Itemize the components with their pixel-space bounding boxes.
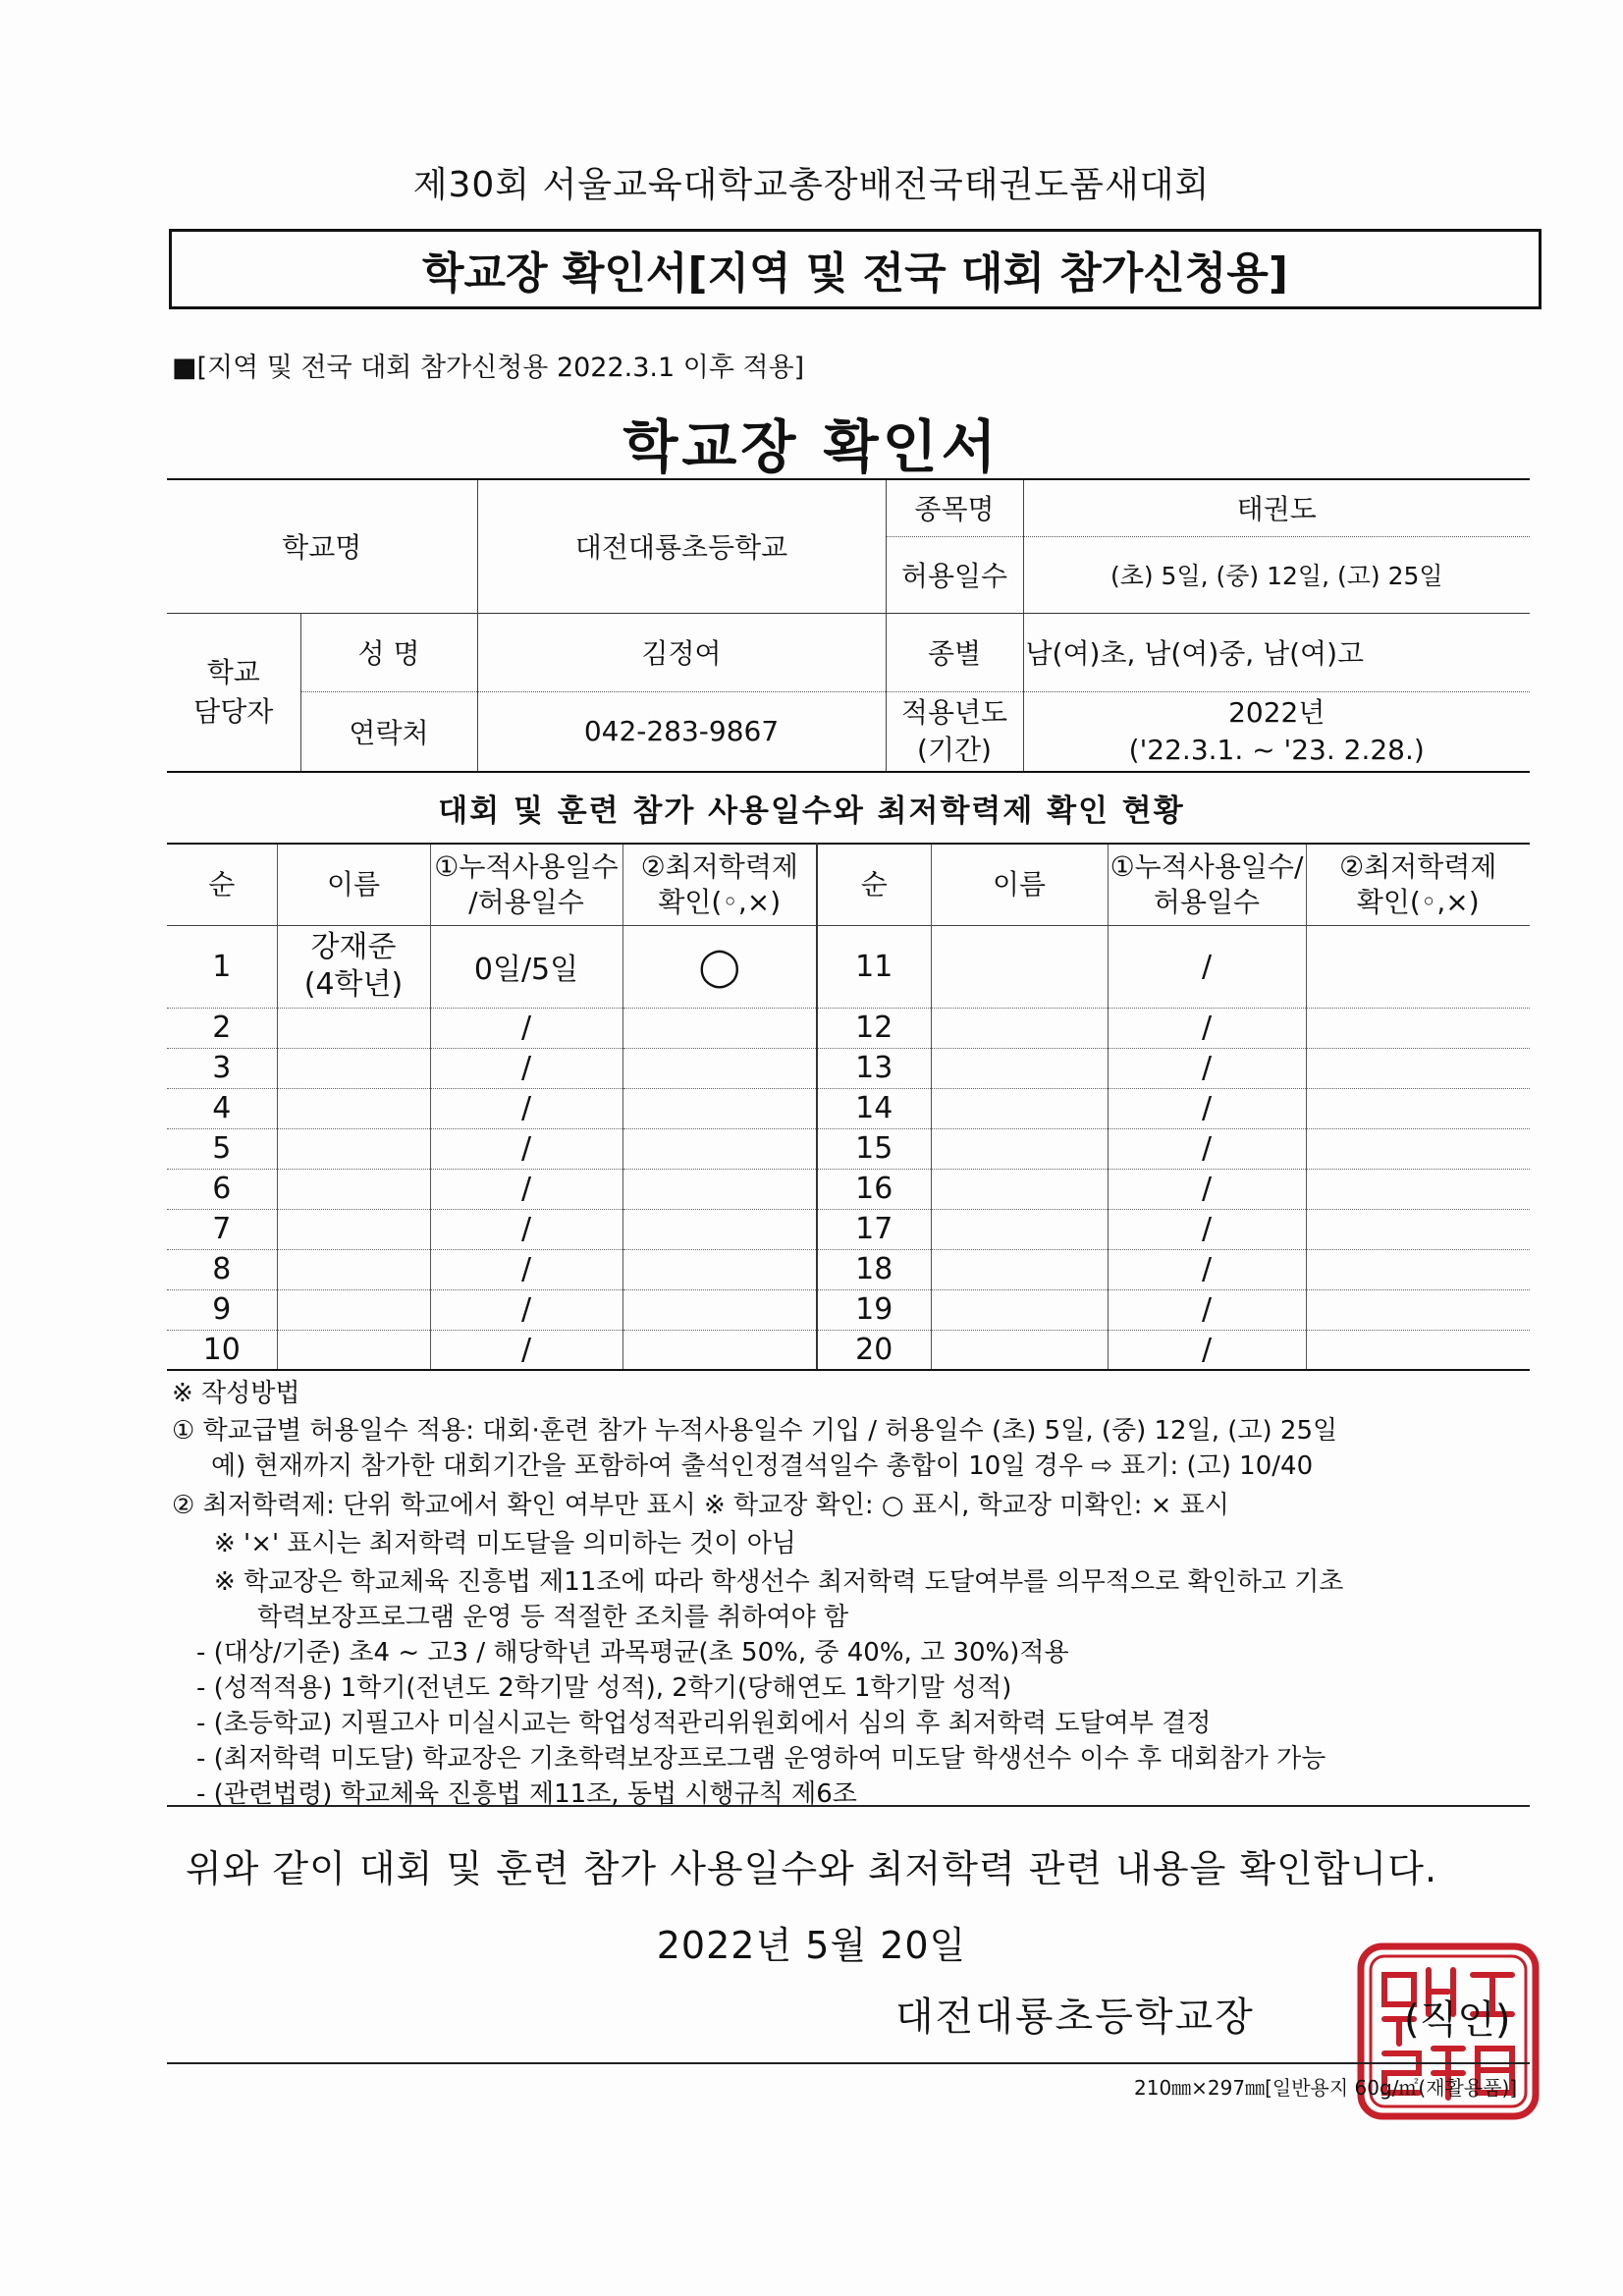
instruction-item: - (성적적용) 1학기(전년도 2학기말 성적), 2학기(당해연도 1학기말 성적): [196, 1673, 1012, 1703]
contact-label: 연락처: [300, 691, 477, 772]
table-row: [167, 1330, 1530, 1370]
row-min-right: [1306, 1048, 1530, 1088]
row-no-right: 20: [817, 1330, 931, 1370]
apply-year-value: [1023, 691, 1530, 772]
row-days-right: /: [1108, 1088, 1306, 1128]
row-min-check: [622, 1128, 817, 1169]
row-no: 7: [167, 1209, 277, 1249]
row-no: 1: [167, 925, 277, 1008]
row-min-check: [622, 1330, 817, 1370]
event-title: 제30회 서울교육대학교총장배전국태권도품새대회: [412, 165, 1211, 205]
school-name-value: 대전대룡초등학교: [477, 479, 886, 613]
category-value: 남(여)초, 남(여)중, 남(여)고: [1023, 613, 1530, 691]
row-no-right: 16: [817, 1169, 931, 1209]
row-name-right: [931, 1048, 1108, 1088]
row-name: [277, 1008, 430, 1048]
row-name-right: [931, 925, 1108, 1008]
row-min-check: ◯: [622, 925, 817, 1008]
row-days: 0일/5일: [430, 925, 622, 1008]
row-no: 10: [167, 1330, 277, 1370]
student-name: 강재준: [310, 930, 397, 964]
row-name: [277, 925, 430, 1008]
row-min-check: [622, 1209, 817, 1249]
instruction-item: - (최저학력 미도달) 학교장은 기초학력보장프로그램 운영하여 미도달 학생선수 이수 후 대회참가 가능: [196, 1744, 1326, 1774]
header-name-left: 이름: [277, 844, 430, 925]
table-row: [167, 1209, 1530, 1249]
row-name: [277, 1249, 430, 1289]
row-days-right: /: [1108, 1048, 1306, 1088]
row-no: 2: [167, 1008, 277, 1048]
row-name: [277, 1128, 430, 1169]
row-days-right: /: [1108, 1169, 1306, 1209]
row-min-right: [1306, 1289, 1530, 1330]
sport-value: 태권도: [1023, 479, 1530, 536]
row-days: /: [430, 1169, 622, 1209]
apply-period: ('22.3.1. ~ '23. 2.28.): [1128, 733, 1425, 766]
divider: [167, 2062, 1530, 2064]
header-min-left: [622, 844, 817, 925]
row-name-right: [931, 1330, 1108, 1370]
row-no: 8: [167, 1249, 277, 1289]
row-name-right: [931, 1088, 1108, 1128]
row-days: /: [430, 1249, 622, 1289]
instruction-item: ② 최저학력제: 단위 학교에서 확인 여부만 표시 ※ 학교장 확인: ○ 표시, 학교장 미확인: × 표시: [172, 1491, 1229, 1520]
row-min-check: [622, 1249, 817, 1289]
manager-label-line2: 담당자: [193, 694, 274, 728]
row-min-right: [1306, 1209, 1530, 1249]
row-min-right: [1306, 925, 1530, 1008]
row-days: /: [430, 1008, 622, 1048]
header-min-right-line1: ②최저학력제: [1339, 849, 1497, 883]
row-days: /: [430, 1289, 622, 1330]
table-row: [167, 1008, 1530, 1048]
instruction-item: 예) 현재까지 참가한 대회기간을 포함하여 출석인정결석일수 총합이 10일 경우 ⇨ 표기: (고) 10/40: [211, 1451, 1314, 1481]
student-grade: (4학년): [303, 967, 404, 1002]
header-days-right: [1108, 844, 1306, 925]
document-date: 2022년 5월 20일: [656, 1924, 967, 1967]
row-min-right: [1306, 1128, 1530, 1169]
row-no-right: 13: [817, 1048, 931, 1088]
row-days-right: /: [1108, 1008, 1306, 1048]
row-days: /: [430, 1088, 622, 1128]
apply-year: 2022년: [1228, 695, 1325, 729]
row-days-right: /: [1108, 1289, 1306, 1330]
row-name-right: [931, 1249, 1108, 1289]
row-min-check: [622, 1289, 817, 1330]
row-name: [277, 1088, 430, 1128]
allowed-days-value: (초) 5일, (중) 12일, (고) 25일: [1023, 536, 1530, 613]
row-no: 6: [167, 1169, 277, 1209]
document-title-box: 학교장 확인서[지역 및 전국 대회 참가신청용]: [169, 229, 1542, 309]
row-no-right: 19: [817, 1289, 931, 1330]
status-section-title: 대회 및 훈련 참가 사용일수와 최저학력제 확인 현황: [438, 793, 1185, 829]
divider: [167, 1805, 1530, 1807]
row-days-right: /: [1108, 1330, 1306, 1370]
row-no-right: 18: [817, 1249, 931, 1289]
row-min-check: [622, 1048, 817, 1088]
instruction-item: - (초등학교) 지필고사 미실시교는 학업성적관리위원회에서 심의 후 최저학력 도달여부 결정: [196, 1709, 1212, 1738]
table-row: [167, 1088, 1530, 1128]
row-no: 5: [167, 1128, 277, 1169]
apply-year-label-line1: 적용년도: [900, 695, 1008, 729]
row-days: /: [430, 1330, 622, 1370]
row-no-right: 15: [817, 1128, 931, 1169]
header-name-right: 이름: [931, 844, 1108, 925]
row-name: [277, 1289, 430, 1330]
row-name-right: [931, 1128, 1108, 1169]
header-no-right: 순: [817, 844, 931, 925]
row-min-check: [622, 1169, 817, 1209]
row-no-right: 11: [817, 925, 931, 1008]
row-min-right: [1306, 1088, 1530, 1128]
header-min-left-line2: 확인(◦,×): [658, 885, 782, 918]
header-days-left-line1: ①누적사용일수: [434, 849, 619, 883]
principal-title: 대전대룡초등학교장: [895, 1995, 1255, 2040]
seal-label: (직인): [1404, 1997, 1511, 2043]
main-title: 학교장 확인서: [622, 413, 1001, 480]
row-min-right: [1306, 1008, 1530, 1048]
header-min-right: [1306, 844, 1530, 925]
allowed-days-label: 허용일수: [886, 536, 1023, 613]
row-no: 4: [167, 1088, 277, 1128]
school-info-table: [167, 478, 1530, 773]
row-name-right: [931, 1289, 1108, 1330]
instruction-item: - (관련법령) 학교체육 진흥법 제11조, 동법 시행규칙 제6조: [196, 1779, 857, 1809]
table-row: [167, 1169, 1530, 1209]
row-days: /: [430, 1128, 622, 1169]
row-days-right: /: [1108, 925, 1306, 1008]
header-days-right-line2: 허용일수: [1153, 885, 1261, 918]
header-min-right-line2: 확인(◦,×): [1356, 885, 1480, 918]
row-name: [277, 1048, 430, 1088]
instruction-item: ① 학교급별 허용일수 적용: 대회·훈련 참가 누적사용일수 기입 / 허용일수 (초) 5일, (중) 12일, (고) 25일: [172, 1416, 1338, 1446]
instruction-item: ※ '×' 표시는 최저학력 미도달을 의미하는 것이 아님: [214, 1529, 796, 1558]
table-row: [167, 1249, 1530, 1289]
header-days-left-line2: /허용일수: [468, 885, 584, 918]
row-days-right: /: [1108, 1249, 1306, 1289]
participation-status-table: [167, 843, 1530, 1371]
category-label: 종별: [886, 613, 1023, 691]
manager-name-label: 성 명: [300, 613, 477, 691]
apply-year-label: [886, 691, 1023, 772]
instruction-item: 학력보장프로그램 운영 등 적절한 조치를 취하여야 함: [257, 1603, 849, 1632]
sport-label: 종목명: [886, 479, 1023, 536]
header-days-right-line1: ①누적사용일수/: [1109, 849, 1304, 883]
row-name-right: [931, 1169, 1108, 1209]
header-min-left-line1: ②최저학력제: [640, 849, 798, 883]
table-row: [167, 1128, 1530, 1169]
row-min-right: [1306, 1169, 1530, 1209]
row-days-right: /: [1108, 1128, 1306, 1169]
table-row: [167, 925, 1530, 1008]
row-name: [277, 1209, 430, 1249]
row-name-right: [931, 1209, 1108, 1249]
row-days: /: [430, 1048, 622, 1088]
row-days: /: [430, 1209, 622, 1249]
row-min-right: [1306, 1330, 1530, 1370]
row-min-check: [622, 1088, 817, 1128]
instructions-heading: ※ 작성방법: [172, 1379, 300, 1408]
table-row: [167, 1289, 1530, 1330]
row-days-right: /: [1108, 1209, 1306, 1249]
paper-spec: 210㎜×297㎜[일반용지 60g/㎡(재활용품)]: [1134, 2076, 1518, 2100]
row-no-right: 14: [817, 1088, 931, 1128]
instruction-item: ※ 학교장은 학교체육 진흥법 제11조에 따라 학생선수 최저학력 도달여부를 의무적으로 확인하고 기초: [214, 1567, 1344, 1597]
apply-year-label-line2: (기간): [917, 733, 992, 766]
school-name-label: 학교명: [167, 479, 477, 613]
manager-name-value: 김정여: [477, 613, 886, 691]
instruction-item: - (대상/기준) 초4 ~ 고3 / 해당학년 과목평균(초 50%, 중 40%, 고 30%)적용: [196, 1638, 1069, 1667]
row-name: [277, 1330, 430, 1370]
row-min-right: [1306, 1249, 1530, 1289]
row-no-right: 12: [817, 1008, 931, 1048]
contact-value: 042-283-9867: [477, 691, 886, 772]
row-no: 9: [167, 1289, 277, 1330]
row-no-right: 17: [817, 1209, 931, 1249]
row-min-check: [622, 1008, 817, 1048]
header-no-left: 순: [167, 844, 277, 925]
header-days-left: [430, 844, 622, 925]
confirmation-statement: 위와 같이 대회 및 훈련 참가 사용일수와 최저학력 관련 내용을 확인합니다.: [185, 1847, 1438, 1890]
manager-label: [167, 613, 300, 772]
applicability-notice: ■[지역 및 전국 대회 참가신청용 2022.3.1 이후 적용]: [172, 353, 805, 383]
manager-label-line1: 학교: [206, 655, 260, 688]
table-header-row: [167, 844, 1530, 925]
row-name-right: [931, 1008, 1108, 1048]
row-no: 3: [167, 1048, 277, 1088]
row-name: [277, 1169, 430, 1209]
table-row: [167, 1048, 1530, 1088]
